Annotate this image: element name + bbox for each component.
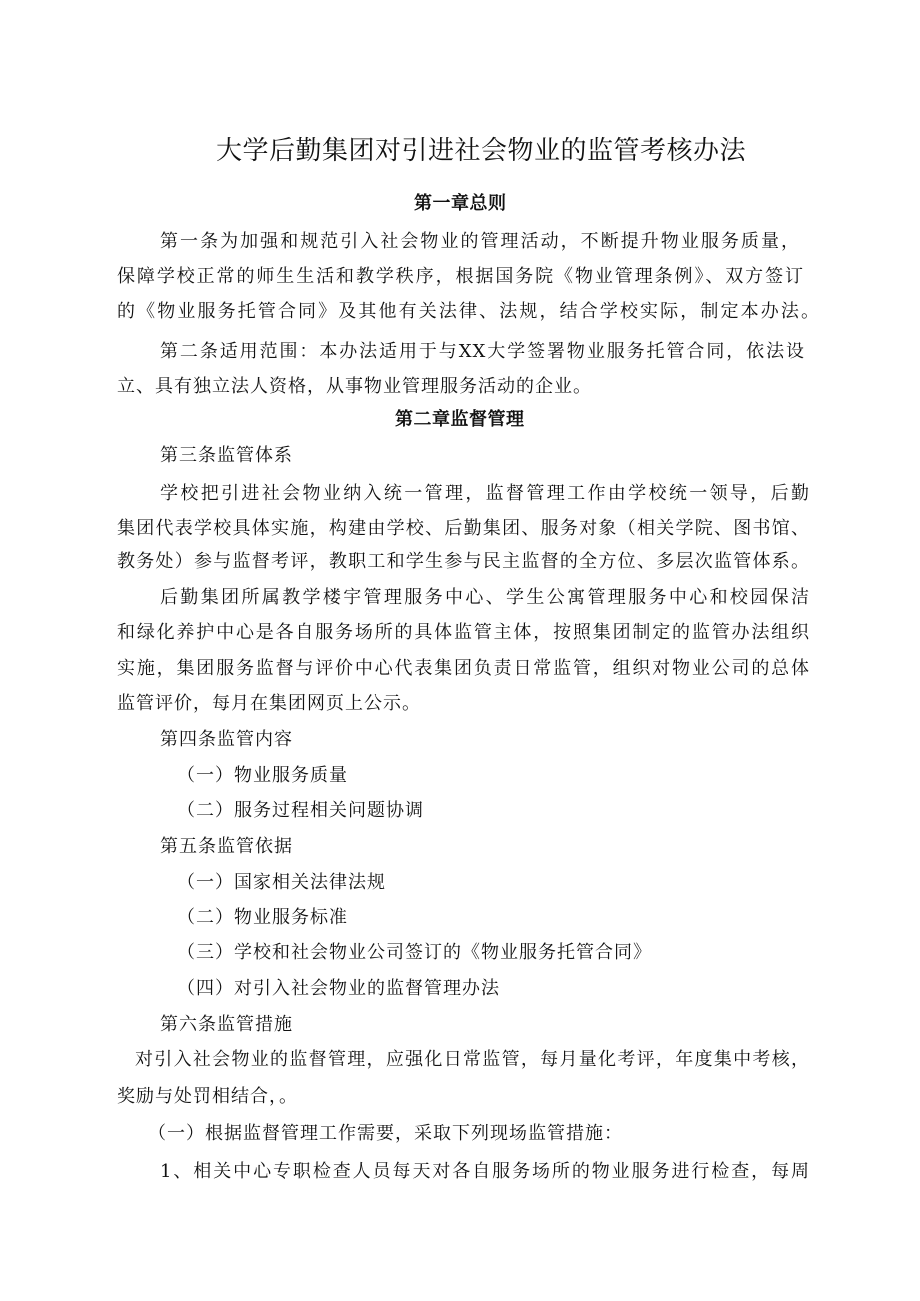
- article-6-p1-line-1: 对引入社会物业的监督管理，应强化日常监管，每月量化考评，年度集中考核，: [135, 1049, 810, 1070]
- article-3-p1-line-1: 学校把引进社会物业纳入统一管理，监督管理工作由学校统一领导，后勤: [160, 483, 810, 504]
- article-3-p2-line-3: 实施，集团服务监督与评价中心代表集团负责日常监管，组织对物业公司的总体: [117, 658, 810, 679]
- article-4-item-1: （一）物业服务质量: [177, 765, 348, 786]
- article-4-item-2: （二）服务过程相关问题协调: [177, 800, 424, 821]
- article-5-item-2: （二）物业服务标准: [177, 907, 348, 928]
- article-3-p2-line-2: 和绿化养护中心是各自服务场所的具体监管主体，按照集团制定的监管办法组织: [117, 622, 810, 643]
- article-3-p1-line-3: 教务处）参与监督考评，教职工和学生参与民主监督的全方位、多层次监管体系。: [117, 551, 810, 572]
- article-6-heading: 第六条监管措施: [160, 1014, 293, 1035]
- document-title: 大学后勤集团对引进社会物业的监管考核办法: [216, 136, 747, 166]
- article-5-heading: 第五条监管依据: [160, 836, 293, 857]
- article-6-item-1-sub-1: 1、相关中心专职检查人员每天对各自服务场所的物业服务进行检查，每周: [160, 1161, 810, 1182]
- article-3-p2-line-4: 监管评价，每月在集团网页上公示。: [117, 693, 421, 714]
- article-2-line-2: 立、具有独立法人资格，从事物业管理服务活动的企业。: [117, 376, 592, 397]
- chapter-heading-2: 第二章监督管理: [395, 409, 525, 430]
- article-5-item-1: （一）国家相关法律法规: [177, 872, 386, 893]
- article-3-p1-line-2: 集团代表学校具体实施，构建由学校、后勤集团、服务对象（相关学院、图书馆、: [117, 518, 810, 539]
- chapter-heading-1: 第一章总则: [414, 193, 507, 214]
- article-6-item-1: （一）根据监督管理工作需要，采取下列现场监管措施：: [148, 1123, 623, 1144]
- article-1-line-2: 保障学校正常的师生生活和教学秩序，根据国务院《物业管理条例》、双方签订: [117, 266, 804, 287]
- article-6-p1-line-2: 奖励与处罚相结合，。: [117, 1086, 298, 1107]
- article-1-line-3: 的《物业服务托管合同》及其他有关法律、法规，结合学校实际，制定本办法。: [117, 301, 820, 322]
- article-5-item-3: （三）学校和社会物业公司签订的《物业服务托管合同》: [177, 942, 652, 963]
- article-1-line-1: 第一条为加强和规范引入社会物业的管理活动，不断提升物业服务质量，: [160, 231, 800, 252]
- article-3-p2-line-1: 后勤集团所属教学楼宇管理服务中心、学生公寓管理服务中心和校园保洁: [160, 587, 810, 608]
- article-4-heading: 第四条监管内容: [160, 729, 293, 750]
- article-2-line-1: 第二条适用范围：本办法适用于与XX大学签署物业服务托管合同，依法设: [160, 341, 805, 362]
- article-5-item-4: （四）对引入社会物业的监督管理办法: [177, 978, 500, 999]
- article-3-heading: 第三条监管体系: [160, 445, 293, 466]
